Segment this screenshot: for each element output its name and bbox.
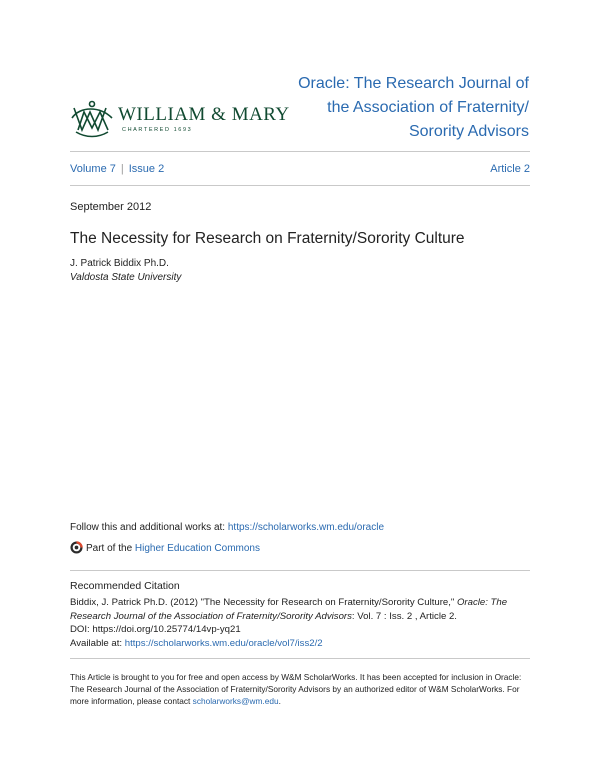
follow-line — [70, 522, 384, 533]
article-title: The Necessity for Research on Fraternity/Sorority Culture — [70, 230, 465, 247]
footer-end: . — [278, 696, 281, 706]
logo-wordmark: WILLIAM & MARY — [118, 104, 290, 125]
available-prefix: Available at: — [70, 637, 125, 649]
journal-title-line[interactable]: Oracle: The Research Journal of — [298, 75, 529, 92]
issue-divider — [70, 185, 530, 186]
citation-line — [70, 596, 530, 610]
issue-nav — [70, 163, 530, 175]
william-mary-logo — [70, 98, 290, 140]
follow-url-link[interactable]: https://scholarworks.wm.edu/oracle — [227, 522, 385, 533]
volume-link[interactable]: Volume 7 — [70, 163, 116, 175]
citation-doi: DOI: https://doi.org/10.25774/14vp-yq21 — [70, 624, 241, 635]
citation-journal-italic: Oracle: The — [456, 597, 508, 608]
citation-plain: Biddix, J. Patrick Ph.D. (2012) "The Necessity for Research on Fraternity/Sorority Culture," — [70, 597, 457, 608]
footer-text: This Article is brought to you for free and open access by W&M ScholarWorks. It has been accepted for inclusion in Oracle: The Research Journal of the Association of Fraternity/Sorority Advisors by an authorized editor of W&M ScholarWorks. For more information, please contact — [70, 672, 522, 706]
logo-subtitle: CHARTERED 1693 — [122, 127, 193, 133]
separator: | — [120, 163, 124, 175]
citation-available — [70, 637, 530, 651]
author-name: J. Patrick Biddix Ph.D. — [70, 258, 169, 269]
footer-divider — [70, 658, 530, 659]
journal-title-line[interactable]: the Association of Fraternity/ — [327, 99, 529, 116]
cypher-icon — [70, 98, 114, 140]
journal-title[interactable] — [289, 72, 529, 144]
publication-date: September 2012 — [70, 201, 152, 213]
recommended-citation-heading: Recommended Citation — [70, 580, 180, 592]
footer-notice — [70, 671, 530, 707]
citation-text — [70, 596, 530, 650]
citation-divider — [70, 570, 530, 571]
citation-journal-italic: Research Journal of the Association of Fraternity/Sorority Advisors — [70, 610, 352, 622]
contact-email-link[interactable]: scholarworks@wm.edu — [192, 696, 279, 706]
author-institution: Valdosta State University — [70, 272, 182, 283]
issue-link[interactable]: Issue 2 — [128, 163, 165, 175]
available-url-link[interactable]: https://scholarworks.wm.edu/oracle/vol7/iss2/2 — [124, 637, 323, 649]
part-of-line — [70, 541, 260, 554]
follow-prefix: Follow this and additional works at: — [70, 522, 228, 533]
journal-title-line[interactable]: Sorority Advisors — [408, 123, 529, 140]
commons-network-icon — [70, 541, 83, 554]
citation-plain: : Vol. 7 : Iss. 2 , Article 2. — [351, 610, 457, 622]
citation-line — [70, 610, 530, 624]
part-prefix: Part of the — [86, 543, 135, 554]
article-link[interactable]: Article 2 — [490, 163, 530, 175]
higher-education-commons-link[interactable]: Higher Education Commons — [134, 543, 260, 554]
header-divider — [70, 151, 530, 152]
